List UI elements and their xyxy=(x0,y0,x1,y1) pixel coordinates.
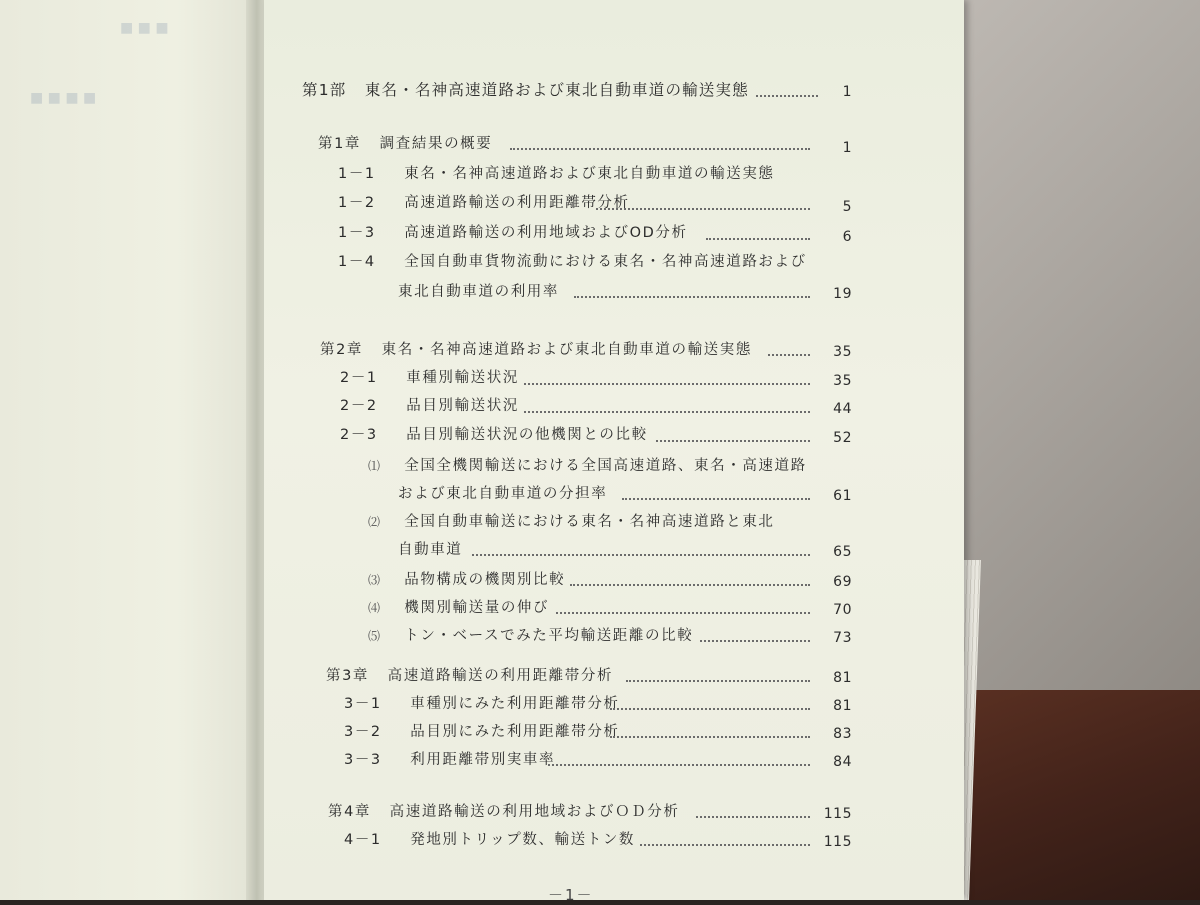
subsection-number: ⑷ xyxy=(368,601,382,615)
subsection-title: トン・ベースでみた平均輸送距離の比較 xyxy=(404,628,694,644)
chapter-title: 高速道路輸送の利用地域およびＯＤ分析 xyxy=(389,804,680,820)
page-number: 73 xyxy=(833,630,852,646)
page-number: 81 xyxy=(833,670,852,686)
subsection-entry xyxy=(368,624,693,645)
section-entry xyxy=(340,394,519,415)
leader-dots xyxy=(556,612,810,614)
section-title: 高速道路輸送の利用地域およびOD分析 xyxy=(404,225,688,241)
chapter-heading xyxy=(328,800,679,821)
chapter-title: 東名・名神高速道路および東北自動車道の輸送実態 xyxy=(381,342,752,358)
part-title: 東名・名神高速道路および東北自動車道の輸送実態 xyxy=(364,81,749,99)
section-number: 1－1 xyxy=(338,166,376,182)
subsection-title: 全国自動車輸送における東名・名神高速道路と東北 xyxy=(404,514,775,530)
section-title: 東名・名神高速道路および東北自動車道の輸送実態 xyxy=(404,166,775,182)
subsection-title-continued: 自動車道 xyxy=(398,542,463,558)
section-entry xyxy=(344,720,620,741)
leader-dots xyxy=(574,296,810,298)
part-label: 第1部 xyxy=(302,81,347,99)
section-title: 全国自動車貨物流動における東名・名神高速道路および xyxy=(404,254,807,270)
part-heading xyxy=(302,78,749,100)
subsection-number: ⑶ xyxy=(368,573,382,587)
chapter-heading xyxy=(320,338,752,359)
leader-dots xyxy=(656,440,810,442)
page-number: 5 xyxy=(842,199,852,215)
chapter-label: 第2章 xyxy=(320,342,364,358)
leader-dots xyxy=(472,554,810,556)
section-title: 車種別輸送状況 xyxy=(406,370,519,386)
section-number: 2－2 xyxy=(340,398,378,414)
chapter-label: 第1章 xyxy=(318,136,362,152)
section-entry xyxy=(338,191,630,212)
page-footer: －1－ xyxy=(548,886,594,904)
section-title: 発地別トリップ数、輸送トン数 xyxy=(410,832,636,848)
chapter-title: 調査結果の概要 xyxy=(379,136,493,152)
subsection-title: 全国全機関輸送における全国高速道路、東名・高速道路 xyxy=(404,458,807,474)
chapter-label: 第4章 xyxy=(328,804,372,820)
subsection-number: ⑵ xyxy=(368,515,382,529)
section-entry xyxy=(344,748,555,769)
subsection-number: ⑴ xyxy=(368,459,382,473)
subsection-entry xyxy=(368,510,775,531)
subsection-title: 品物構成の機関別比較 xyxy=(404,572,566,588)
subsection-title-continued: および東北自動車道の分担率 xyxy=(398,486,608,502)
page-number: 69 xyxy=(833,574,852,590)
section-number: 3－1 xyxy=(344,696,382,712)
page-number: 115 xyxy=(823,806,852,822)
page-number: 1 xyxy=(842,140,852,156)
page-number: 35 xyxy=(833,344,852,360)
page-number: 44 xyxy=(833,401,852,417)
section-number: 1－3 xyxy=(338,225,376,241)
leader-dots xyxy=(596,208,810,210)
leader-dots xyxy=(610,708,810,710)
leader-dots xyxy=(524,383,810,385)
section-number: 2－3 xyxy=(340,427,378,443)
section-number: 2－1 xyxy=(340,370,378,386)
leader-dots xyxy=(622,498,810,500)
page-number: 19 xyxy=(833,286,852,302)
subsection-title: 機関別輸送量の伸び xyxy=(404,600,550,616)
section-entry xyxy=(340,366,519,387)
page-number: 61 xyxy=(833,488,852,504)
leader-dots xyxy=(524,411,810,413)
chapter-label: 第3章 xyxy=(326,668,370,684)
section-title: 高速道路輸送の利用距離帯分析 xyxy=(404,195,630,211)
chapter-title: 高速道路輸送の利用距離帯分析 xyxy=(387,668,614,684)
leader-dots xyxy=(570,584,810,586)
page-number: 52 xyxy=(833,430,852,446)
page-number: 81 xyxy=(833,698,852,714)
section-number: 1－2 xyxy=(338,195,376,211)
section-entry xyxy=(340,423,648,444)
section-title: 品目別輸送状況 xyxy=(406,398,519,414)
subsection-entry xyxy=(368,454,807,475)
page-number: 35 xyxy=(833,373,852,389)
section-title: 利用距離帯別実車率 xyxy=(410,752,556,768)
page-number: 1 xyxy=(842,84,852,100)
page-number: 83 xyxy=(833,726,852,742)
page-number: 70 xyxy=(833,602,852,618)
section-title: 品目別輸送状況の他機関との比較 xyxy=(406,427,648,443)
section-title: 品目別にみた利用距離帯分析 xyxy=(410,724,620,740)
chapter-heading xyxy=(326,664,613,685)
subsection-entry xyxy=(368,568,565,589)
section-title: 車種別にみた利用距離帯分析 xyxy=(410,696,620,712)
section-entry xyxy=(344,828,635,849)
subsection-entry xyxy=(368,596,549,617)
leader-dots xyxy=(510,148,810,150)
section-entry xyxy=(338,221,688,242)
page-number: 115 xyxy=(823,834,852,850)
leader-dots xyxy=(640,844,810,846)
section-number: 3－3 xyxy=(344,752,382,768)
section-number: 3－2 xyxy=(344,724,382,740)
section-title-continued: 東北自動車道の利用率 xyxy=(398,284,559,300)
section-number: 1－4 xyxy=(338,254,376,270)
page-number: 6 xyxy=(842,229,852,245)
chapter-heading xyxy=(318,132,492,153)
section-entry xyxy=(338,250,807,271)
bleed-through-text: ■ ■ ■ ■ xyxy=(30,90,97,106)
section-number: 4－1 xyxy=(344,832,382,848)
leader-dots xyxy=(626,680,810,682)
page-number: 65 xyxy=(833,544,852,560)
bleed-through-text: ■ ■ ■ xyxy=(120,20,169,36)
leader-dots xyxy=(548,764,810,766)
leader-dots xyxy=(610,736,810,738)
section-entry xyxy=(344,692,620,713)
section-entry xyxy=(338,162,775,183)
page-number: 84 xyxy=(833,754,852,770)
subsection-number: ⑸ xyxy=(368,629,382,643)
